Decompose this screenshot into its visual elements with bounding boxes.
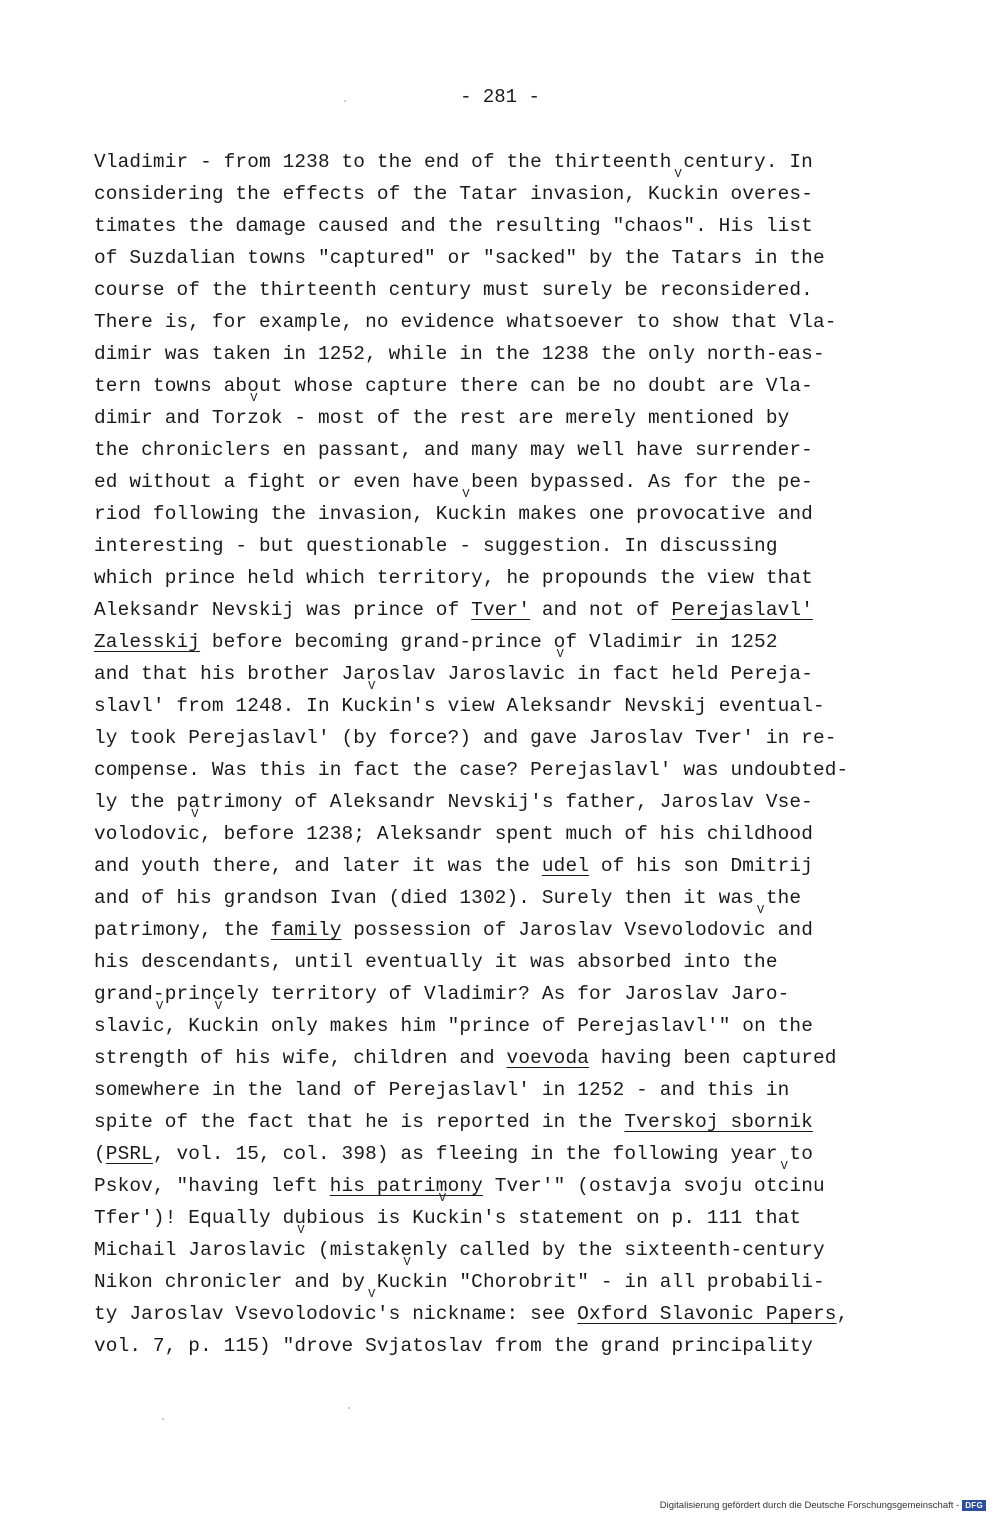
text-line: and that his brother Jaroslav JaroslaviV c in fact held Pereja- [94,658,848,690]
text-line: Pskov, "having left his patrimony Tver'" (ostavja svoju otV cinu [94,1170,848,1202]
text-line: of Suzdalian towns "captured" or "sacked" by the Tatars in the [94,247,825,269]
text-line: and of his grandson Ivan (died 1302). Surely then it was the [94,887,802,909]
text-line: Zalesskij before becoming grand-prince of Vladimir in 1252 [94,631,778,653]
underlined-term: Tver' [471,599,531,621]
underlined-term: PSRL [105,1143,153,1165]
text-line: strength of his wife, children and voevoda having been captured [94,1047,837,1069]
underlined-term: Tverskoj sbornik [624,1111,813,1133]
text-line: Michail JaroslaviV c (mistakenly called by the sixteenth-century [94,1234,848,1266]
text-line: Aleksandr Nevskij was prince of Tver' and not of Perejaslavl' [94,599,813,621]
text-line: which prince held which territory, he propounds the view that [94,567,813,589]
underlined-term: Zalesskij [94,631,201,653]
underlined-term: his patrimony [329,1175,483,1197]
text-line: volodoviV c, before 1238; Aleksandr spent much of his childhood [94,818,848,850]
text-line: Nikon chronicler and by KuV ckin "Chorobrit" - in all probabili- [94,1266,848,1298]
text-line: grand-princely territory of Vladimir? As for Jaroslav Jaro- [94,983,790,1005]
text-line: his descendants, until eventually it was absorbed into the [94,951,778,973]
body-text [94,146,848,1362]
text-line: riod following the invasion, KuV ckin makes one provocative and [94,498,848,530]
text-line: timates the damage caused and the resulting "chaos". His list [94,215,813,237]
text-line: patrimony, the family possession of Jaroslav VsevolodoviV c and [94,914,848,946]
text-line: Tfer')! Equally dubious is KuV ckin's statement on p. 111 that [94,1202,848,1234]
text-line: ly the patrimony of Aleksandr Nevskij's father, Jaroslav Vse- [94,791,813,813]
text-line: ty Jaroslav VsevolodoviV c's nickname: see Oxford Slavonic Papers, [94,1298,848,1330]
underlined-term: family [270,919,342,941]
text-line: and youth there, and later it was the udel of his son Dmitrij [94,855,813,877]
text-line: somewhere in the land of Perejaslavl' in 1252 - and this in [94,1079,790,1101]
text-line: dimir was taken in 1252, while in the 1238 the only north-eas- [94,343,825,365]
text-line: spite of the fact that he is reported in the Tverskoj sbornik [94,1111,813,1133]
text-line: dimir and TorV zok - most of the rest are merely mentioned by [94,402,848,434]
dfg-logo: DFG [962,1500,986,1511]
underlined-term: Oxford Slavonic Papers [577,1303,837,1325]
text-line: considering the effects of the Tatar invasion, KuV ckin overes- [94,178,848,210]
text-line: the chroniclers en passant, and many may well have surrender- [94,439,813,461]
text-line: course of the thirteenth century must surely be reconsidered. [94,279,813,301]
text-line: compense. Was this in fact the case? Perejaslavl' was undoubted- [94,759,849,781]
text-line: Vladimir - from 1238 to the end of the thirteenth century. In [94,151,813,173]
scan-speck [162,1418,164,1420]
underlined-term: Perejaslavl' [671,599,813,621]
text-line: There is, for example, no evidence whatsoever to show that Vla- [94,311,837,333]
text-line: slaviV c, KuV ckin only makes him "prince of Perejaslavl'" on the [94,1010,848,1042]
page-number: - 281 - [460,86,540,108]
text-line: vol. 7, p. 115) "drove Svjatoslav from the grand principality [94,1335,813,1357]
scan-speck [344,100,346,102]
text-line: ed without a fight or even have been bypassed. As for the pe- [94,471,813,493]
digitization-credit [660,1500,986,1511]
underlined-term: voevoda [506,1047,590,1069]
underlined-term: udel [541,855,590,877]
text-line: (PSRL, vol. 15, col. 398) as fleeing in the following year to [94,1143,813,1165]
text-line: ly took Perejaslavl' (by force?) and gave Jaroslav Tver' in re- [94,727,837,749]
text-line: tern towns about whose capture there can be no doubt are Vla- [94,375,813,397]
scan-speck [348,1407,350,1409]
credit-text: Digitalisierung gefördert durch die Deutsche Forschungsgemeinschaft - [659,1500,960,1511]
text-line: slavl' from 1248. In KuV ckin's view Aleksandr Nevskij eventual- [94,690,848,722]
text-line: interesting - but questionable - suggestion. In discussing [94,535,778,557]
